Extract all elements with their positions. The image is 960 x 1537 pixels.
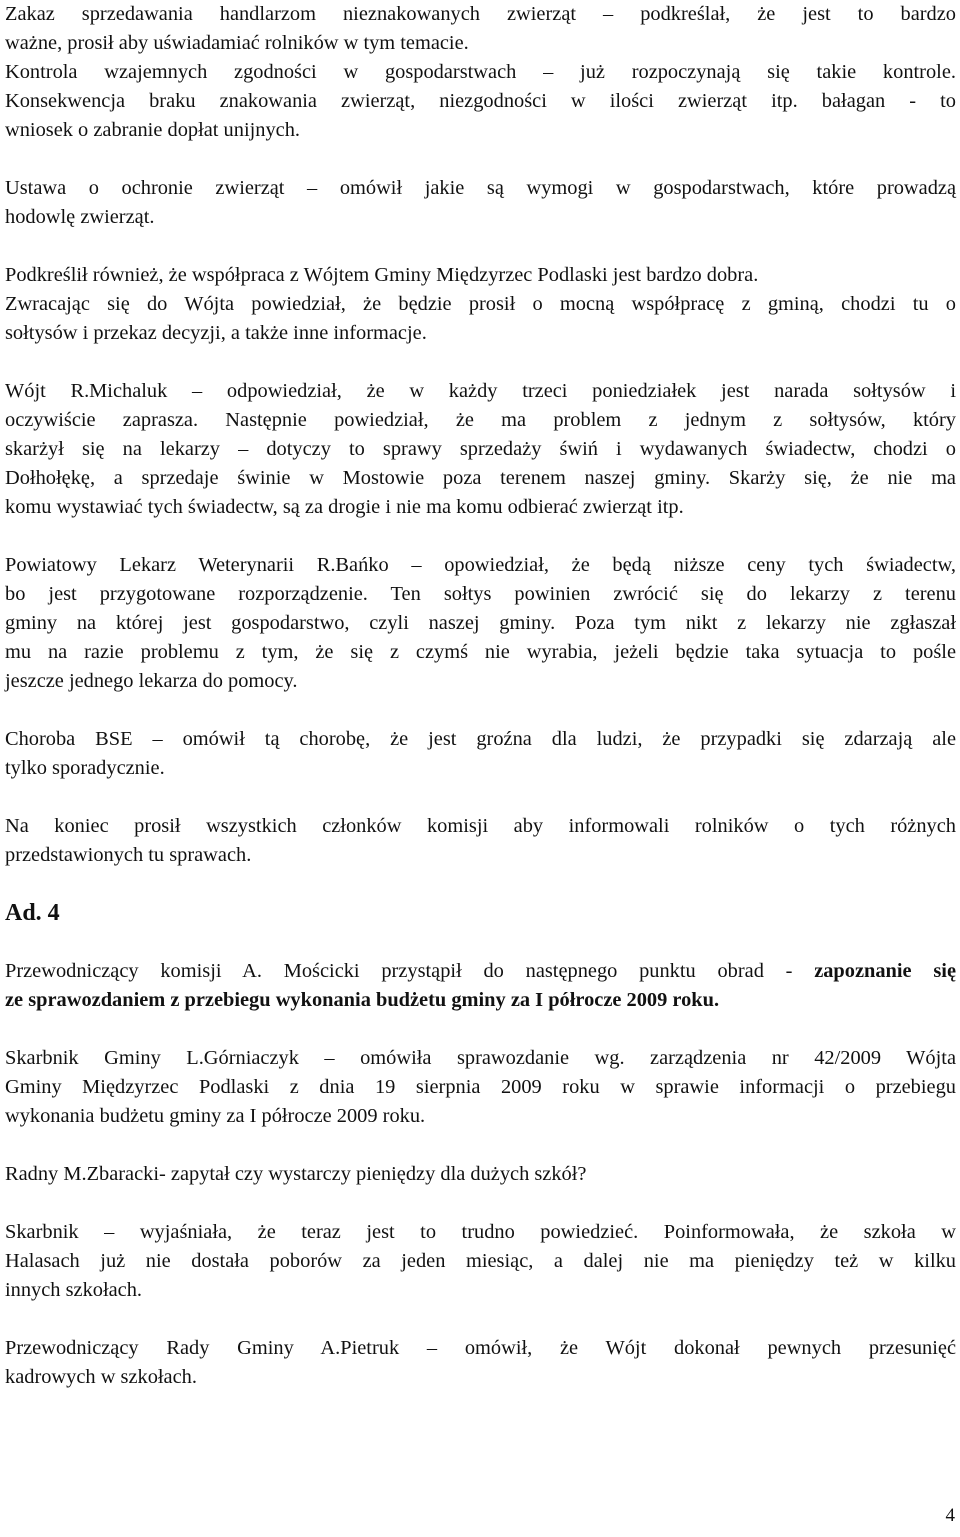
- text-line: skarżył się na lekarzy – dotyczy to sprawy sprzedaży świń i wydawanych świadectw, chodzi o: [5, 438, 956, 460]
- paragraph-animal-protection: [5, 174, 956, 232]
- text-line: Dołhołękę, a sprzedaje świnie w Mostowie poza terenem naszej gminy. Skarży się, że nie ma: [5, 467, 956, 489]
- page-number: 4: [945, 1505, 955, 1526]
- text-line: Ustawa o ochronie zwierząt – omówił jakie są wymogi w gospodarstwach, które prowadzą: [5, 177, 956, 199]
- text-line: Radny M.Zbaracki- zapytał czy wystarczy pieniędzy dla dużych szkół?: [5, 1163, 587, 1185]
- text-line: sołtysów i przekaz decyzji, a także inne informacje.: [5, 322, 427, 344]
- text-line: innych szkołach.: [5, 1279, 143, 1301]
- agenda-topic-start: zapoznanie się: [814, 960, 957, 982]
- section-heading: Ad. 4: [5, 900, 60, 926]
- paragraph-agenda: [5, 957, 956, 1015]
- text-line: Zwracając się do Wójta powiedział, że będzie prosił o mocną współpracę z gminą, chodzi tu o: [5, 293, 956, 315]
- text-line: mu na razie problemu z tym, że się z czymś nie wyrabia, jeżeli będzie taka sytuacja to pośle: [5, 641, 956, 663]
- text-line: kadrowych w szkołach.: [5, 1366, 197, 1388]
- text-line: przedstawionych tu sprawach.: [5, 844, 252, 866]
- text-line: Na koniec prosił wszystkich członków komisji aby informowali rolników o tych różnych: [5, 815, 956, 837]
- text-line: Skarbnik Gminy L.Górniaczyk – omówiła sprawozdanie wg. zarządzenia nr 42/2009 Wójta: [5, 1047, 956, 1069]
- text-line: hodowlę zwierząt.: [5, 206, 155, 228]
- paragraph-cooperation: [5, 261, 956, 348]
- text-line: Kontrola wzajemnych zgodności w gospodarstwach – już rozpoczynają się takie kontrole.: [5, 61, 956, 83]
- text-line: wykonania budżetu gminy za I półrocze 2009 roku.: [5, 1105, 426, 1127]
- text-line: Podkreślił również, że współpraca z Wójtem Gminy Międzyrzec Podlaski jest bardzo dobra.: [5, 264, 759, 286]
- text-line: gminy na której jest gospodarstwo, czyli naszej gminy. Poza tym nikt z lekarzy nie zgłaszał: [5, 612, 956, 634]
- paragraph-councillor-question: [5, 1160, 956, 1189]
- text-line: Powiatowy Lekarz Weterynarii R.Bańko – opowiedział, że będą niższe ceny tych świadectw,: [5, 554, 956, 576]
- text-line: Halasach już nie dostała poborów za jeden miesiąc, a dalej nie ma pieniędzy też w kilku: [5, 1250, 956, 1272]
- paragraph-wojt-response: [5, 377, 956, 522]
- text-line: Przewodniczący Rady Gminy A.Pietruk – omówił, że Wójt dokonał pewnych przesunięć: [5, 1337, 956, 1359]
- text-line: ważne, prosił aby uświadamiać rolników w tym temacie.: [5, 32, 469, 54]
- text-line: Zakaz sprzedawania handlarzom nieznakowanych zwierząt – podkreślał, że jest to bardzo: [5, 3, 956, 25]
- text-line: Choroba BSE – omówił tą chorobę, że jest groźna dla ludzi, że przypadki się zdarzają ale: [5, 728, 956, 750]
- paragraph-chairman-remark: [5, 1334, 956, 1392]
- text-line: wniosek o zabranie dopłat unijnych.: [5, 119, 301, 141]
- agenda-intro: Przewodniczący komisji A. Mościcki przystąpił do następnego punktu obrad -: [5, 960, 815, 982]
- paragraph-bse: [5, 725, 956, 783]
- text-line: jeszcze jednego lekarza do pomocy.: [5, 670, 298, 692]
- text-line: bo jest przygotowane rozporządzenie. Ten sołtys powinien zwrócić się do lekarzy z terenu: [5, 583, 956, 605]
- text-line: Skarbnik – wyjaśniała, że teraz jest to trudno powiedzieć. Poinformowała, że szkoła w: [5, 1221, 956, 1243]
- paragraph-treasurer-report: [5, 1044, 956, 1131]
- paragraph-veterinarian: [5, 551, 956, 696]
- paragraph-closing-request: [5, 812, 956, 870]
- agenda-topic-end: ze sprawozdaniem z przebiegu wykonania budżetu gminy za I półrocze 2009 roku.: [5, 989, 720, 1011]
- text-line: Konsekwencja braku znakowania zwierząt, niezgodności w ilości zwierząt itp. bałagan - to: [5, 90, 956, 112]
- paragraph-treasurer-answer: [5, 1218, 956, 1305]
- text-line: [5, 957, 956, 986]
- text-line: komu wystawiać tych świadectw, są za drogie i nie ma komu odbierać zwierząt itp.: [5, 496, 684, 518]
- text-line: Wójt R.Michaluk – odpowiedział, że w każdy trzeci poniedziałek jest narada sołtysów i: [5, 380, 956, 402]
- text-line: oczywiście zaprasza. Następnie powiedział, że ma problem z jednym z sołtysów, który: [5, 409, 956, 431]
- text-line: tylko sporadycznie.: [5, 757, 165, 779]
- paragraph-animal-marking: [5, 0, 956, 145]
- document-page: [5, 0, 956, 1392]
- text-line: Gminy Międzyrzec Podlaski z dnia 19 sierpnia 2009 roku w sprawie informacji o przebiegu: [5, 1076, 956, 1098]
